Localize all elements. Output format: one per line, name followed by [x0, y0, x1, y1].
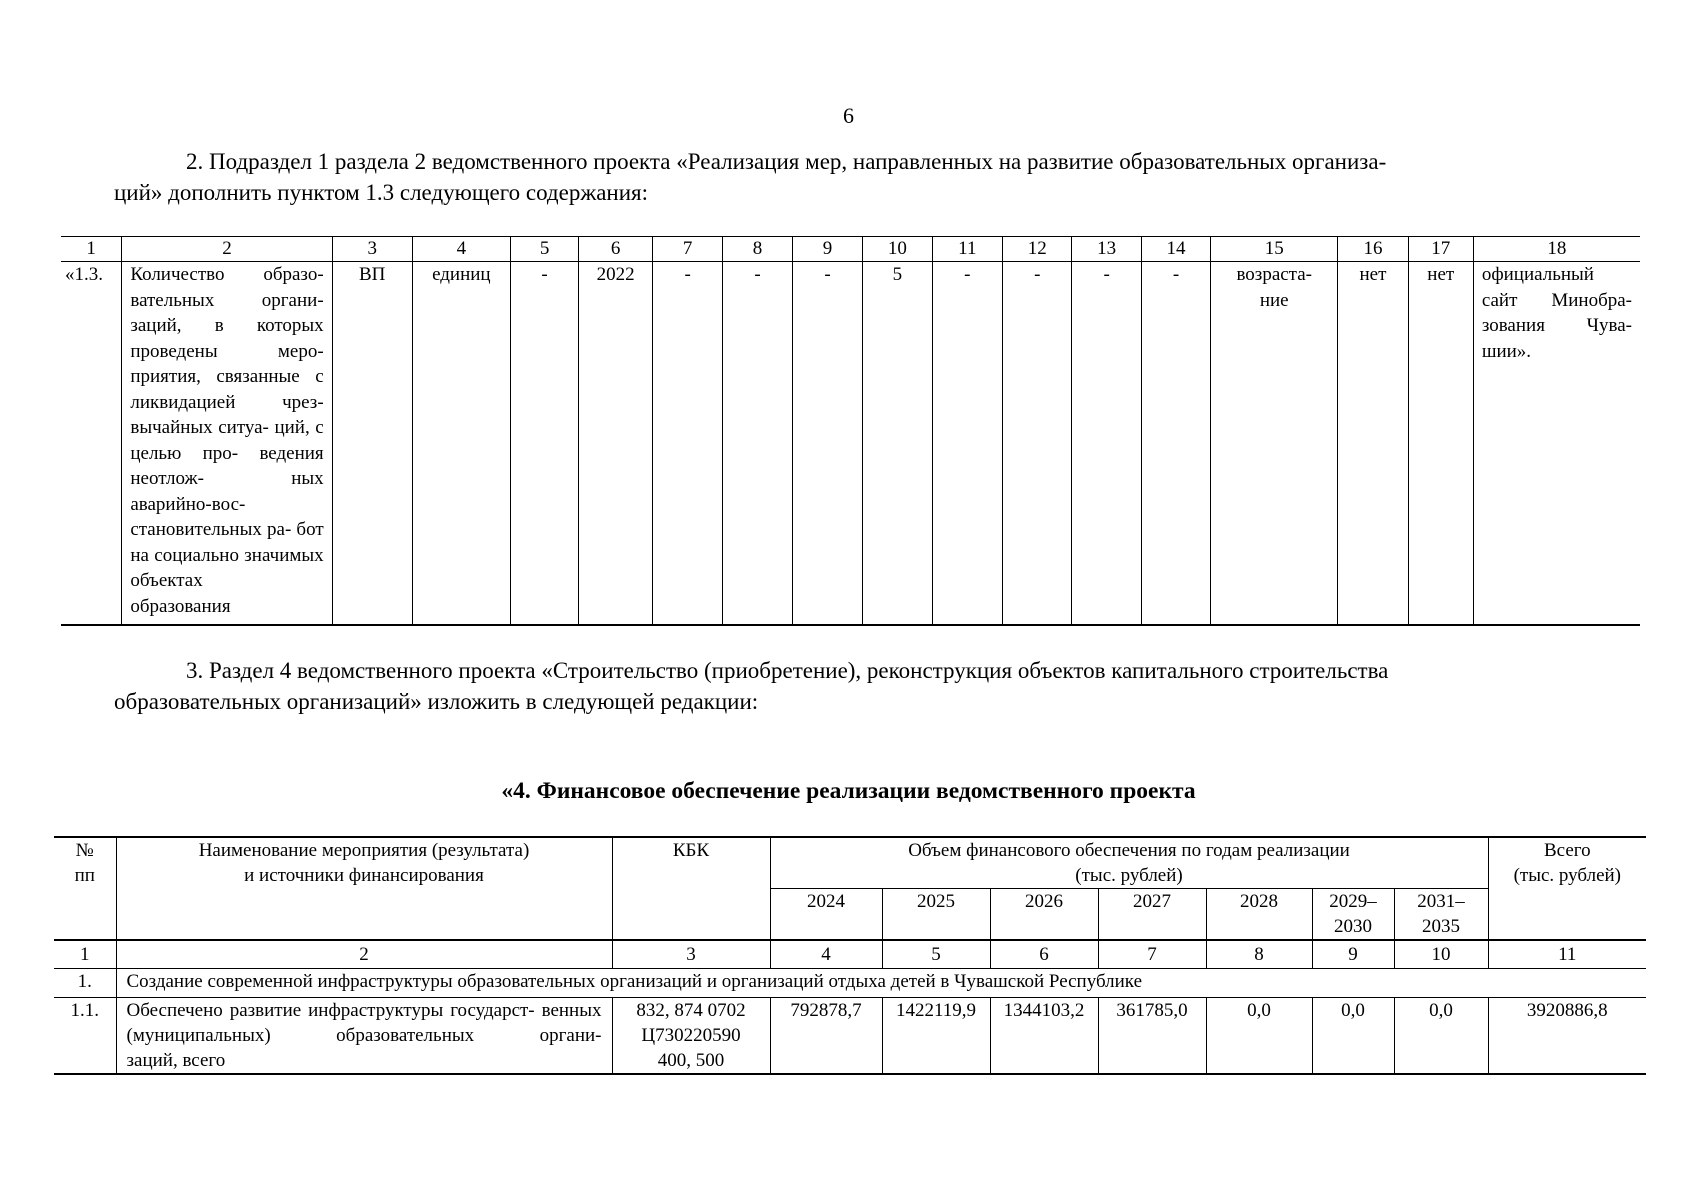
column-number: 3 — [612, 940, 770, 969]
activity-name-line: Обеспечено развитие инфраструктуры государст- — [126, 1000, 535, 1021]
activity-name-line: заций, всего — [126, 1050, 226, 1071]
base-year: 2022 — [579, 262, 653, 626]
header-text: (тыс. рублей) — [1075, 865, 1183, 886]
header-text: пп — [74, 865, 95, 886]
header-name — [116, 837, 612, 940]
indicator-table — [61, 236, 1640, 626]
table-cell: - — [1003, 262, 1072, 626]
indicator-level: ВП — [332, 262, 412, 626]
indicator-name-line: приятия, связанные — [130, 366, 300, 387]
indicator-name-line: ведения неотлож- — [130, 442, 324, 489]
column-number: 6 — [990, 940, 1098, 969]
column-number: 18 — [1473, 237, 1640, 262]
column-number: 9 — [792, 237, 862, 262]
table-row — [54, 998, 1646, 1075]
value-2025: 1422119,9 — [882, 998, 990, 1075]
value-2024: 792878,7 — [770, 998, 882, 1075]
activity-name-line: венных (муниципальных) образовательных органи- — [126, 1000, 602, 1046]
column-number: 6 — [579, 237, 653, 262]
header-volume — [770, 837, 1488, 889]
kbk-code — [612, 998, 770, 1075]
section-title: «4. Финансовое обеспечение реализации ведомственного проекта — [501, 778, 1196, 804]
value-2026: 1344103,2 — [990, 998, 1098, 1075]
information-source-line: официальный — [1481, 264, 1594, 285]
header-text: 2031– — [1417, 891, 1465, 912]
kbk-line: Ц730220590 — [641, 1025, 741, 1046]
column-number: 4 — [770, 940, 882, 969]
indicator-name-line: проведены меро- — [130, 340, 324, 362]
table-cell: - — [932, 262, 1002, 626]
section-text: Создание современной инфраструктуры образовательных организаций и организаций отдыха детей в Чувашской Республике — [116, 969, 1646, 998]
column-number: 2 — [122, 237, 332, 262]
indicator-table-header-row — [61, 237, 1640, 262]
trend-line: ние — [1259, 289, 1289, 311]
indicator-name-line: заций, в которых — [130, 315, 324, 336]
section-row — [54, 969, 1646, 998]
header-text: Наименование мероприятия (результата) — [198, 840, 530, 861]
trend-line: возраста- — [1236, 264, 1312, 285]
column-number: 1 — [54, 940, 116, 969]
column-number: 12 — [1003, 237, 1072, 262]
paragraph-2 — [114, 146, 1588, 208]
table-cell: - — [652, 262, 722, 626]
table-cell: - — [792, 262, 862, 626]
header-text: (тыс. рублей) — [1513, 865, 1622, 886]
column-number: 17 — [1408, 237, 1473, 262]
row-number: 1.1. — [54, 998, 116, 1075]
table-cell: - — [723, 262, 792, 626]
information-source-line: шии». — [1481, 340, 1532, 362]
value-2031-2035: 0,0 — [1394, 998, 1488, 1075]
year-2025: 2025 — [882, 889, 990, 941]
indicator-name — [122, 262, 332, 626]
information-source-line: зования Чува- — [1481, 315, 1632, 336]
header-number — [54, 837, 116, 940]
unit: единиц — [412, 262, 510, 626]
header-text: 2029– — [1329, 891, 1377, 912]
activity-name — [116, 998, 612, 1075]
information-source-line: сайт Минобра- — [1481, 289, 1632, 311]
indicator-name-line: с ликвидацией чрез- — [130, 366, 324, 413]
column-number: 4 — [412, 237, 510, 262]
indicator-name-line: ций, с целью про- — [130, 417, 324, 464]
value-2029-2030: 0,0 — [1312, 998, 1394, 1075]
column-number: 2 — [116, 940, 612, 969]
column-number: 15 — [1211, 237, 1338, 262]
column-number: 1 — [61, 237, 122, 262]
header-text: 2030 — [1334, 916, 1372, 937]
year-2026: 2026 — [990, 889, 1098, 941]
financing-table — [54, 836, 1646, 1075]
column-number: 9 — [1312, 940, 1394, 969]
year-2027: 2027 — [1098, 889, 1206, 941]
indicator-name-line: Количество образо- — [130, 264, 324, 285]
column-number: 13 — [1072, 237, 1141, 262]
column-number: 8 — [1206, 940, 1312, 969]
column-number: 5 — [510, 237, 578, 262]
header-text: Объем финансового обеспечения по годам реализации — [908, 840, 1350, 861]
section-number: 1. — [54, 969, 116, 998]
item-number: «1.3. — [61, 262, 122, 626]
column-numbers-row — [54, 940, 1646, 969]
column-number: 5 — [882, 940, 990, 969]
column-number: 8 — [723, 237, 792, 262]
column-number: 11 — [932, 237, 1002, 262]
column-number: 10 — [863, 237, 932, 262]
column-number: 3 — [332, 237, 412, 262]
trend — [1211, 262, 1338, 626]
year-2029-2030 — [1312, 889, 1394, 941]
value-total: 3920886,8 — [1488, 998, 1646, 1075]
column-number: 10 — [1394, 940, 1488, 969]
table-cell: - — [1141, 262, 1210, 626]
year-2031-2035 — [1394, 889, 1488, 941]
paragraph-2-line-1: 2. Подраздел 1 раздела 2 ведомственного проекта «Реализация мер, направленных на развитие образовательных организа- — [186, 149, 1387, 174]
indicator-name-line: образования — [130, 595, 231, 617]
page-number: 6 — [843, 103, 854, 128]
table-cell: - — [1072, 262, 1141, 626]
table-cell: - — [510, 262, 578, 626]
header-text: № — [75, 840, 94, 861]
paragraph-2-line-2: ций» дополнить пунктом 1.3 следующего содержания: — [114, 180, 649, 205]
column-number: 7 — [652, 237, 722, 262]
value-2027: 361785,0 — [1098, 998, 1206, 1075]
column-number: 7 — [1098, 940, 1206, 969]
header-total — [1488, 837, 1646, 940]
header-kbk: КБК — [612, 837, 770, 940]
indicator-name-line: бот на социально — [130, 519, 324, 566]
year-2028: 2028 — [1206, 889, 1312, 941]
information-source — [1473, 262, 1640, 626]
column-number: 16 — [1338, 237, 1408, 262]
financing-table-header — [54, 837, 1646, 889]
paragraph-3 — [114, 655, 1588, 717]
column-number: 14 — [1141, 237, 1210, 262]
year-2024: 2024 — [770, 889, 882, 941]
table-cell: 5 — [863, 262, 932, 626]
header-text: 2035 — [1422, 916, 1461, 937]
indicator-name-line: ных аварийно-вос- — [130, 468, 324, 515]
kbk-line: 832, 874 0702 — [636, 1000, 746, 1021]
indicator-name-line: вычайных ситуа- — [130, 417, 269, 438]
table-cell: нет — [1408, 262, 1473, 626]
table-row — [61, 262, 1640, 626]
indicator-name-line: вательных органи- — [130, 289, 324, 311]
header-text: Всего — [1544, 840, 1591, 861]
paragraph-3-line-1: 3. Раздел 4 ведомственного проекта «Строительство (приобретение), реконструкция объектов капитального строительства — [186, 658, 1389, 683]
column-number: 11 — [1488, 940, 1646, 969]
kbk-line: 400, 500 — [657, 1050, 725, 1071]
header-text: и источники финансирования — [244, 865, 484, 886]
table-cell: нет — [1338, 262, 1408, 626]
paragraph-3-line-2: образовательных организаций» изложить в следующей редакции: — [114, 689, 759, 714]
indicator-name-line: значимых объектах — [130, 544, 324, 591]
indicator-name-line: становительных ра- — [130, 519, 292, 540]
value-2028: 0,0 — [1206, 998, 1312, 1075]
